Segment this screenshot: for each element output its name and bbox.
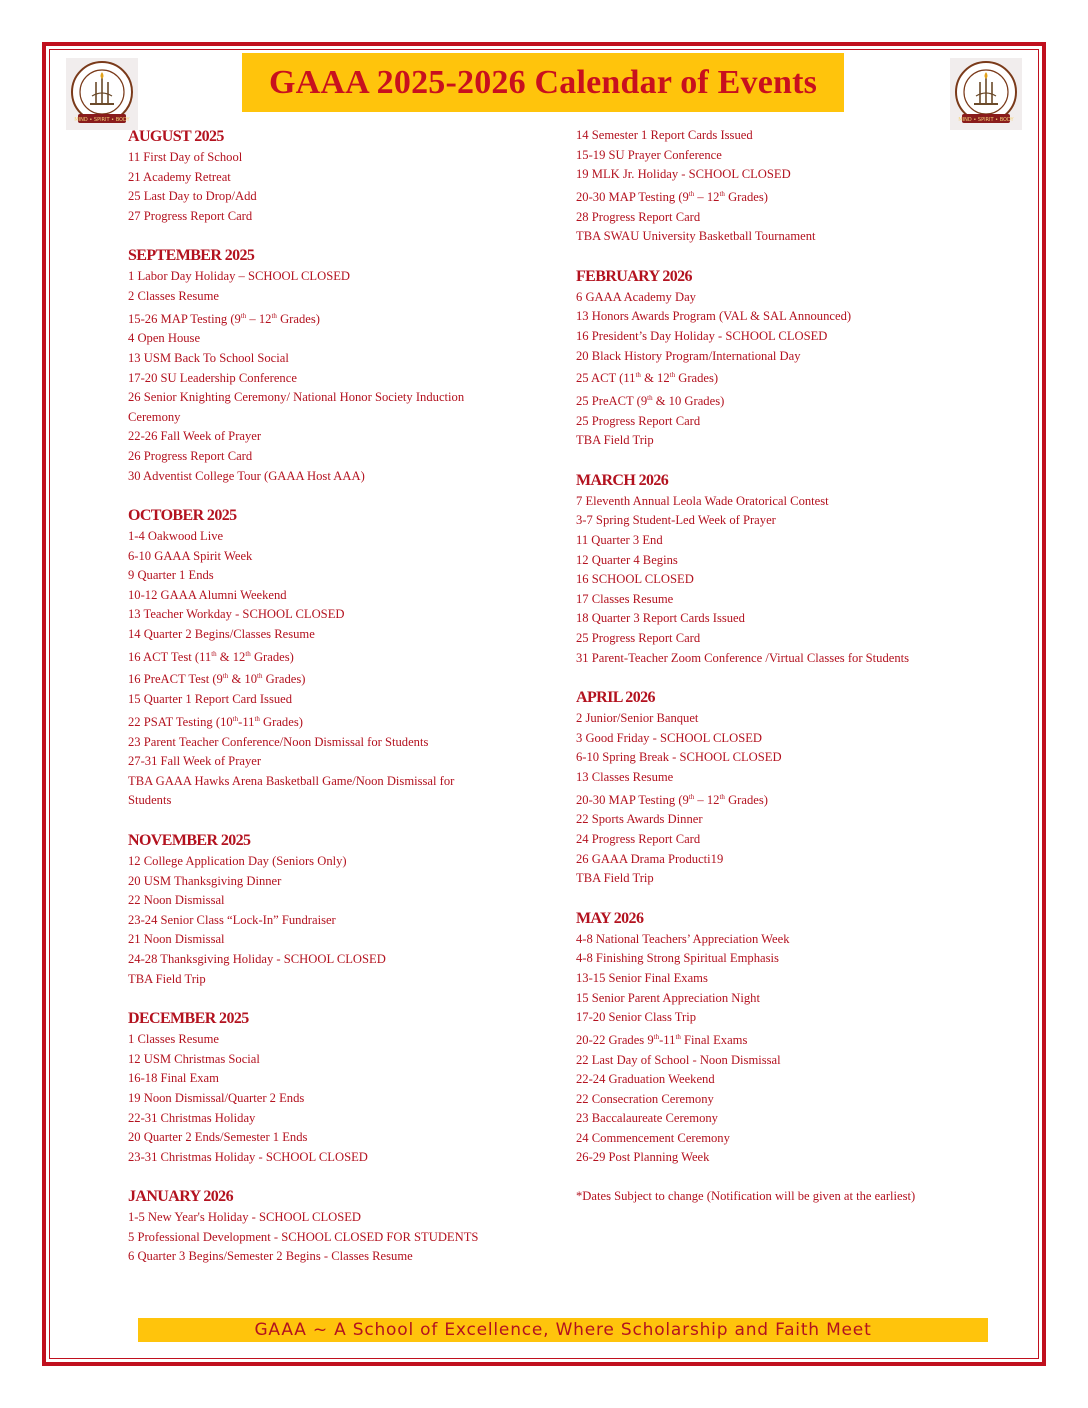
event-item: 4 Open House <box>128 331 201 346</box>
event-item: 3-7 Spring Student-Led Week of Prayer <box>576 513 776 528</box>
event-item: 23 Baccalaureate Ceremony <box>576 1111 718 1126</box>
event-item: 12 USM Christmas Social <box>128 1051 260 1066</box>
event-item: 21 Noon Dismissal <box>128 932 225 947</box>
event-item: 26-29 Post Planning Week <box>576 1150 710 1165</box>
event-item: 21 Academy Retreat <box>128 169 231 184</box>
event-item: 23 Parent Teacher Conference/Noon Dismissal for Students <box>128 734 429 749</box>
event-item: 20 Black History Program/International Day <box>576 348 801 363</box>
event-item: 25 Last Day to Drop/Add <box>128 189 257 204</box>
event-item: 6 GAAA Academy Day <box>576 289 696 304</box>
event-item: 22 PSAT Testing (10th-11th Grades) <box>128 714 303 729</box>
event-item: 20-30 MAP Testing (9th – 12th Grades) <box>576 189 768 204</box>
event-item: 10-12 GAAA Alumni Weekend <box>128 587 287 602</box>
month-heading: SEPTEMBER 2025 <box>128 247 255 265</box>
event-item: 12 Quarter 4 Begins <box>576 552 678 567</box>
month-section <box>576 266 1016 451</box>
event-item: 22-26 Fall Week of Prayer <box>128 429 262 444</box>
event-item: 13 Teacher Workday - SCHOOL CLOSED <box>128 607 345 622</box>
month-section <box>128 505 528 811</box>
event-item: 27-31 Fall Week of Prayer <box>128 754 262 769</box>
event-item: 16 President’s Day Holiday - SCHOOL CLOSED <box>576 328 828 343</box>
event-item: TBA Field Trip <box>128 971 206 986</box>
event-item: 1-4 Oakwood Live <box>128 529 224 544</box>
event-item: 25 Progress Report Card <box>576 631 701 646</box>
event-item: 24 Progress Report Card <box>576 831 701 846</box>
event-item: 24-28 Thanksgiving Holiday - SCHOOL CLOSED <box>128 951 386 966</box>
event-item: 15-26 MAP Testing (9th – 12th Grades) <box>128 311 320 326</box>
event-item: 6 Quarter 3 Begins/Semester 2 Begins - Classes Resume <box>128 1249 413 1264</box>
month-heading: MARCH 2026 <box>576 471 669 489</box>
event-item: TBA Field Trip <box>576 871 654 886</box>
month-heading: OCTOBER 2025 <box>128 507 237 525</box>
event-item: 22-24 Graduation Weekend <box>576 1072 715 1087</box>
event-item: 28 Progress Report Card <box>576 209 701 224</box>
event-item: 26 GAAA Drama Producti19 <box>576 851 724 866</box>
right-column <box>576 126 1016 1207</box>
event-item: 30 Adventist College Tour (GAAA Host AAA) <box>128 468 365 483</box>
event-item: 31 Parent-Teacher Zoom Conference /Virtual Classes for Students <box>576 650 910 665</box>
event-item: 16 SCHOOL CLOSED <box>576 572 694 587</box>
event-item: 20-22 Grades 9th-11th Final Exams <box>576 1032 748 1047</box>
event-item: 27 Progress Report Card <box>128 208 253 223</box>
event-item: 25 ACT (11th & 12th Grades) <box>576 371 719 386</box>
event-item: 26 Senior Knighting Ceremony/ National Honor Society Induction Ceremony <box>128 390 465 424</box>
month-section <box>128 245 528 486</box>
month-heading: APRIL 2026 <box>576 689 655 707</box>
event-item: 16 PreACT Test (9th & 10th Grades) <box>128 672 306 687</box>
event-item: 1 Labor Day Holiday – SCHOOL CLOSED <box>128 269 351 284</box>
month-heading: DECEMBER 2025 <box>128 1010 249 1028</box>
event-item: 17 Classes Resume <box>576 591 674 606</box>
month-heading: MAY 2026 <box>576 909 644 927</box>
event-item: 25 Progress Report Card <box>576 413 701 428</box>
event-item: 17-20 Senior Class Trip <box>576 1010 697 1025</box>
month-section <box>128 126 528 226</box>
event-item: 14 Semester 1 Report Cards Issued <box>576 128 753 142</box>
event-item: 14 Quarter 2 Begins/Classes Resume <box>128 627 315 642</box>
month-section <box>128 1186 528 1267</box>
event-item: 22 Noon Dismissal <box>128 893 225 908</box>
event-item: 24 Commencement Ceremony <box>576 1130 730 1145</box>
event-item: 26 Progress Report Card <box>128 448 253 463</box>
month-heading: NOVEMBER 2025 <box>128 831 251 849</box>
title-banner <box>242 53 844 112</box>
month-section <box>576 687 1016 889</box>
event-item: 20 USM Thanksgiving Dinner <box>128 873 282 888</box>
event-item: 9 Quarter 1 Ends <box>128 568 214 583</box>
event-item: 13 Classes Resume <box>576 770 674 784</box>
event-item: 4-8 National Teachers’ Appreciation Week <box>576 931 790 946</box>
event-item: TBA GAAA Hawks Arena Basketball Game/Noon Dismissal for Students <box>128 773 455 808</box>
event-item: 1-5 New Year's Holiday - SCHOOL CLOSED <box>128 1210 362 1225</box>
month-section <box>576 126 1016 247</box>
event-item: 15-19 SU Prayer Conference <box>576 147 722 162</box>
disclaimer-note: *Dates Subject to change (Notification will be given at the earliest) <box>576 1189 916 1204</box>
event-item: 22 Last Day of School - Noon Dismissal <box>576 1052 781 1067</box>
event-item: 25 PreACT (9th & 10 Grades) <box>576 393 725 409</box>
event-item: 2 Junior/Senior Banquet <box>576 711 699 726</box>
event-item: 6-10 GAAA Spirit Week <box>128 548 253 563</box>
event-item: 11 Quarter 3 End <box>576 533 663 548</box>
event-item: 22 Consecration Ceremony <box>576 1091 714 1106</box>
event-item: 22 Sports Awards Dinner <box>576 812 703 827</box>
month-section <box>576 470 1016 668</box>
logo-motto: MIND • SPIRIT • BODY <box>958 117 1014 123</box>
month-heading: JANUARY 2026 <box>128 1188 233 1206</box>
event-item: 13 USM Back To School Social <box>128 350 289 365</box>
footer-banner <box>138 1318 988 1342</box>
event-item: 15 Senior Parent Appreciation Night <box>576 990 760 1005</box>
event-item: 20 Quarter 2 Ends/Semester 1 Ends <box>128 1130 308 1145</box>
event-item: 5 Professional Development - SCHOOL CLOSED FOR STUDENTS <box>128 1229 479 1244</box>
school-seal-icon <box>66 58 138 130</box>
event-item: 11 First Day of School <box>128 150 243 164</box>
event-item: 1 Classes Resume <box>128 1032 219 1047</box>
event-item: 3 Good Friday - SCHOOL CLOSED <box>576 730 762 745</box>
event-item: 19 MLK Jr. Holiday - SCHOOL CLOSED <box>576 167 791 182</box>
event-item: 2 Classes Resume <box>128 288 219 303</box>
month-heading: FEBRUARY 2026 <box>576 267 692 285</box>
school-seal-icon <box>950 58 1022 130</box>
event-item: 22-31 Christmas Holiday <box>128 1110 256 1125</box>
event-item: 6-10 Spring Break - SCHOOL CLOSED <box>576 750 782 765</box>
month-section <box>128 1008 528 1167</box>
event-item: 19 Noon Dismissal/Quarter 2 Ends <box>128 1090 305 1105</box>
month-section <box>128 830 528 989</box>
event-item: TBA Field Trip <box>576 433 654 448</box>
event-item: TBA SWAU University Basketball Tournament <box>576 229 816 244</box>
event-item: 20-30 MAP Testing (9th – 12th Grades) <box>576 792 768 807</box>
event-item: 18 Quarter 3 Report Cards Issued <box>576 611 745 626</box>
event-item: 23-31 Christmas Holiday - SCHOOL CLOSED <box>128 1149 368 1164</box>
event-item: 16 ACT Test (11th & 12th Grades) <box>128 649 294 664</box>
month-heading: AUGUST 2025 <box>128 128 224 145</box>
event-item: 15 Quarter 1 Report Card Issued <box>128 692 293 707</box>
event-item: 17-20 SU Leadership Conference <box>128 370 297 385</box>
logo-motto: MIND • SPIRIT • BODY <box>74 117 130 123</box>
event-item: 16-18 Final Exam <box>128 1071 219 1086</box>
event-item: 23-24 Senior Class “Lock-In” Fundraiser <box>128 912 336 927</box>
event-item: 7 Eleventh Annual Leola Wade Oratorical Contest <box>576 493 829 508</box>
page-title: GAAA 2025-2026 Calendar of Events <box>268 63 818 101</box>
event-item: 4-8 Finishing Strong Spiritual Emphasis <box>576 951 779 966</box>
month-section <box>576 908 1016 1168</box>
event-item: 12 College Application Day (Seniors Only) <box>128 853 347 868</box>
event-item: 13-15 Senior Final Exams <box>576 970 708 985</box>
left-column <box>128 126 528 1286</box>
event-item: 13 Honors Awards Program (VAL & SAL Announced) <box>576 309 852 324</box>
footer-tagline: GAAA ~ A School of Excellence, Where Scholarship and Faith Meet <box>254 1320 872 1340</box>
